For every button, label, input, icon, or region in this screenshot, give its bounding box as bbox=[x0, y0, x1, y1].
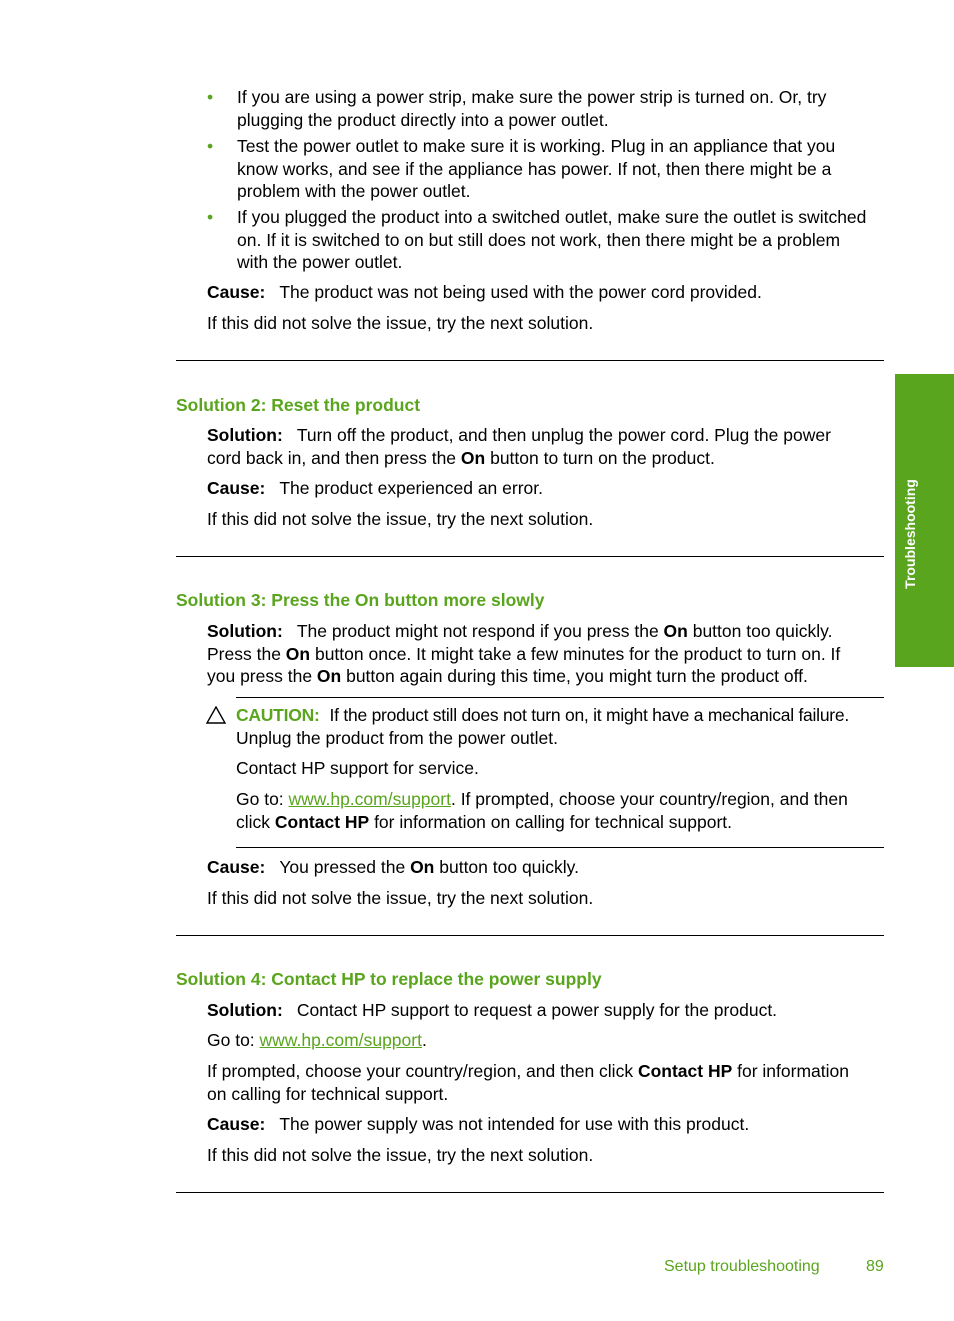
bullet-marker: • bbox=[207, 136, 214, 156]
solution-2-text: Solution: Turn off the product, and then unplug the power cord. Plug the power cord back in, and then press the On button to turn on the product. bbox=[207, 425, 831, 468]
bullet-line: problem with the power outlet. bbox=[237, 181, 471, 201]
solution-3-next: If this did not solve the issue, try the next solution. bbox=[207, 888, 594, 908]
divider bbox=[176, 1192, 884, 1193]
bullet-item bbox=[237, 135, 889, 203]
solution-2-next: If this did not solve the issue, try the next solution. bbox=[207, 509, 594, 529]
support-link[interactable]: www.hp.com/support bbox=[259, 1030, 422, 1050]
bullet-marker: • bbox=[207, 207, 214, 227]
footer-page-number: 89 bbox=[866, 1258, 884, 1275]
bullet-line: Test the power outlet to make sure it is working. Plug in an appliance that you bbox=[237, 136, 836, 156]
solution-2-cause: Cause: The product experienced an error. bbox=[207, 478, 543, 498]
solution-3-cause: Cause: You pressed the On button too quickly. bbox=[207, 857, 579, 877]
solution-4-text: Solution: Contact HP support to request a power supply for the product. bbox=[207, 1000, 778, 1020]
contact-support-text: Contact HP support for service. bbox=[236, 758, 479, 778]
intro-next: If this did not solve the issue, try the next solution. bbox=[207, 313, 594, 333]
bullet-line: on. If it is switched to on but still does not work, then there might be a problem bbox=[237, 229, 841, 250]
solution-4-heading: Solution 4: Contact HP to replace the power supply bbox=[176, 969, 602, 989]
side-tab-label: Troubleshooting bbox=[902, 479, 918, 589]
divider bbox=[176, 556, 884, 557]
caution-bottom-rule bbox=[236, 847, 884, 848]
solution-2-heading: Solution 2: Reset the product bbox=[176, 395, 421, 415]
bullet-line: know works, and see if the appliance has power. If not, then there might be a bbox=[237, 158, 832, 179]
bullet-item bbox=[237, 86, 889, 131]
goto-support-text: Go to: www.hp.com/support. If prompted, choose your country/region, and then click Contact HP for information on calling for technical support. bbox=[236, 789, 848, 832]
bullet-line: If you are using a power strip, make sure the power strip is turned on. Or, try bbox=[237, 87, 827, 107]
bullet-line: with the power outlet. bbox=[237, 252, 403, 272]
footer-section-title: Setup troubleshooting bbox=[664, 1258, 820, 1275]
solution-4-cause: Cause: The power supply was not intended for use with this product. bbox=[207, 1114, 750, 1134]
caution-top-rule bbox=[236, 697, 884, 698]
bullet-item bbox=[237, 206, 889, 274]
bullet-line: plugging the product directly into a power outlet. bbox=[237, 109, 609, 130]
caution-triangle-icon bbox=[206, 706, 226, 724]
support-link[interactable]: www.hp.com/support bbox=[288, 789, 451, 809]
bullet-line: If you plugged the product into a switched outlet, make sure the outlet is switched bbox=[237, 207, 867, 227]
solution-3-text: Solution: The product might not respond if you press the On button too quickly. Press the On button once. It might take a few minutes for the product to turn on. If you press the On button again during this time, you might turn the product off. bbox=[207, 621, 841, 686]
solution-4-prompt: If prompted, choose your country/region, and then click Contact HP for information on calling for technical support. bbox=[207, 1061, 849, 1104]
solution-4-goto: Go to: www.hp.com/support. bbox=[207, 1030, 427, 1050]
divider bbox=[176, 360, 884, 361]
divider bbox=[176, 935, 884, 936]
troubleshooting-side-tab bbox=[895, 374, 954, 667]
solution-3-heading: Solution 3: Press the On button more slowly bbox=[176, 590, 545, 610]
caution-text: CAUTION: If the product still does not turn on, it might have a mechanical failure. Unplug the product from the power outlet. bbox=[236, 705, 849, 748]
bullet-marker: • bbox=[207, 87, 214, 107]
solution-4-next: If this did not solve the issue, try the next solution. bbox=[207, 1145, 594, 1165]
intro-cause: Cause: The product was not being used with the power cord provided. bbox=[207, 282, 762, 302]
